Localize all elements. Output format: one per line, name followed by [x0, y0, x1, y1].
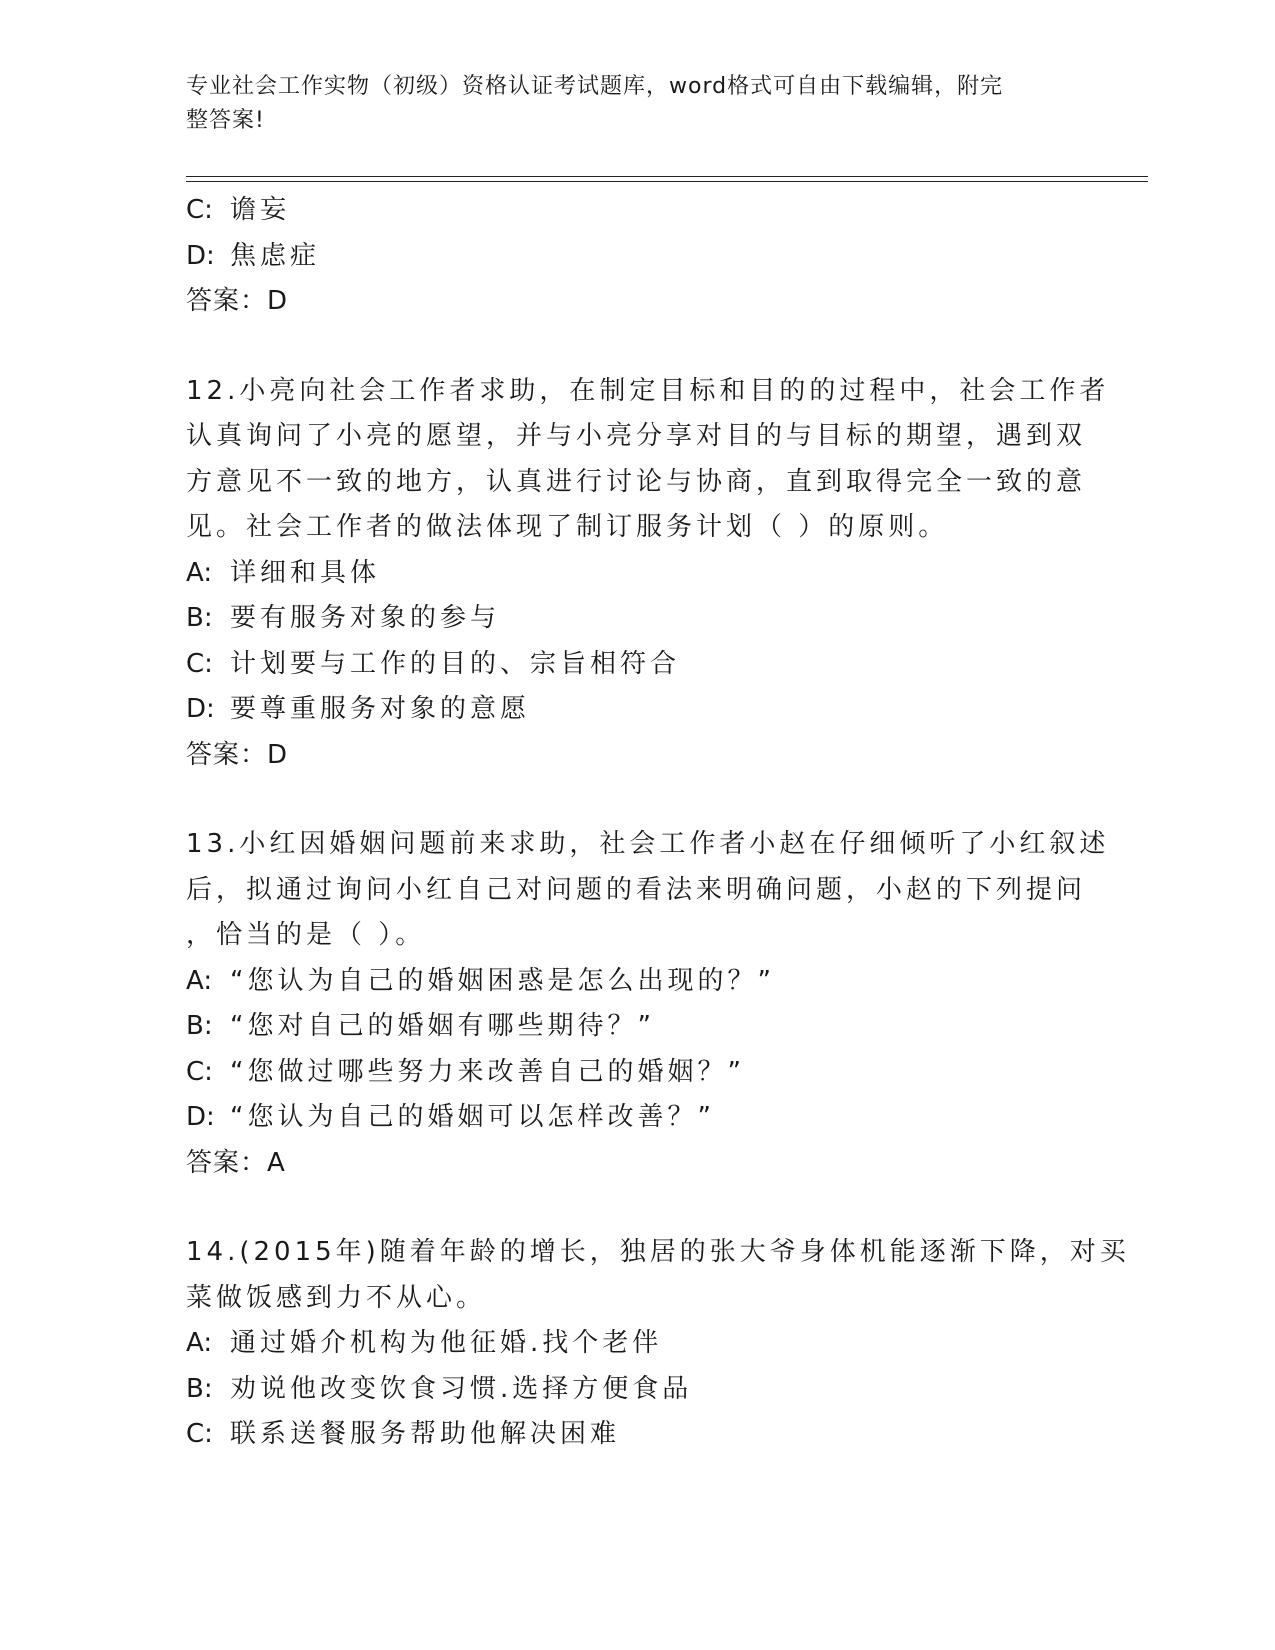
answer-line: 答案：D: [186, 739, 289, 770]
option-b: [186, 596, 1086, 642]
option-d: [186, 234, 1086, 280]
option-c: [186, 188, 1086, 234]
option-text: “您认为自己的婚姻可以怎样改善？”: [230, 1102, 715, 1132]
option-d: [186, 1095, 1086, 1141]
option-text: 劝说他改变饮食习惯.选择方便食品: [230, 1373, 693, 1404]
answer-line: 答案：D: [186, 286, 289, 316]
stem-line: 见。社会工作者的做法体现了制订服务计划（ ）的原则。: [186, 512, 949, 542]
option-key: A:: [186, 965, 213, 996]
option-key: C:: [186, 195, 213, 225]
option-key: A:: [186, 1328, 213, 1358]
option-key: C:: [186, 648, 213, 679]
option-key: A:: [186, 557, 213, 588]
question-content: [186, 188, 1130, 1458]
spacer: [186, 325, 1086, 369]
option-text: 谵妄: [230, 195, 291, 225]
option-key: C:: [186, 1419, 213, 1449]
header-line-1: 专业社会工作实物（初级）资格认证考试题库，word格式可自由下载编辑，附完: [186, 74, 1004, 99]
option-text: 详细和具体: [230, 557, 381, 588]
stem-line: 菜做饭感到力不从心。: [186, 1282, 487, 1313]
header-line-2: 整答案!: [186, 108, 265, 133]
stem-line: 13.小红因婚姻问题前来求助，社会工作者小赵在仔细倾听了小红叙述: [186, 829, 1110, 859]
option-key: D:: [186, 1102, 215, 1132]
option-key: D:: [186, 694, 215, 724]
question-stem: [186, 1230, 1130, 1321]
option-key: B:: [186, 603, 213, 633]
option-a: [186, 1321, 1086, 1367]
option-key: D:: [186, 240, 215, 271]
option-text: 焦虑症: [230, 240, 321, 271]
option-text: 通过婚介机构为他征婚.找个老伴: [230, 1328, 663, 1358]
header-rule-top: [186, 176, 1148, 177]
option-a: [186, 551, 1086, 597]
option-text: “您做过哪些努力来改善自己的婚姻？”: [230, 1056, 745, 1087]
option-text: “您认为自己的婚姻困惑是怎么出现的？”: [230, 965, 775, 996]
question-13: [186, 822, 1110, 1186]
option-key: B:: [186, 1373, 213, 1404]
option-c: [186, 1412, 1086, 1458]
continued-question: [186, 188, 1086, 325]
option-d: [186, 687, 1086, 733]
stem-line: 12.小亮向社会工作者求助，在制定目标和目的的过程中，社会工作者: [186, 375, 1110, 406]
page-header: [186, 70, 1066, 138]
header-rule-bottom: [186, 181, 1148, 182]
stem-line: ，恰当的是（ ）。: [186, 920, 426, 950]
option-c: [186, 642, 1086, 688]
option-b: [186, 1367, 1086, 1413]
stem-line: 后，拟通过询问小红自己对问题的看法来明确问题，小赵的下列提问: [186, 874, 1087, 905]
answer-line: 答案：A: [186, 1147, 286, 1178]
spacer: [186, 1186, 1086, 1230]
stem-line: 14.(2015年)随着年龄的增长，独居的张大爷身体机能逐渐下降，对买: [186, 1237, 1130, 1267]
option-text: “您对自己的婚姻有哪些期待？”: [230, 1011, 655, 1041]
option-text: 联系送餐服务帮助他解决困难: [230, 1419, 621, 1449]
question-stem: [186, 822, 1110, 959]
question-14: [186, 1230, 1130, 1458]
option-text: 计划要与工作的目的、宗旨相符合: [230, 648, 681, 679]
option-key: B:: [186, 1011, 213, 1041]
stem-line: 认真询问了小亮的愿望，并与小亮分享对目的与目标的期望，遇到双: [186, 421, 1087, 451]
option-text: 要尊重服务对象的意愿: [230, 694, 531, 724]
option-a: [186, 959, 1086, 1005]
stem-line: 方意见不一致的地方，认真进行讨论与协商，直到取得完全一致的意: [186, 466, 1087, 497]
option-key: C:: [186, 1056, 213, 1087]
option-c: [186, 1050, 1086, 1096]
question-stem: [186, 369, 1110, 551]
spacer: [186, 778, 1086, 822]
option-text: 要有服务对象的参与: [230, 603, 501, 633]
question-12: [186, 369, 1110, 779]
option-b: [186, 1004, 1086, 1050]
